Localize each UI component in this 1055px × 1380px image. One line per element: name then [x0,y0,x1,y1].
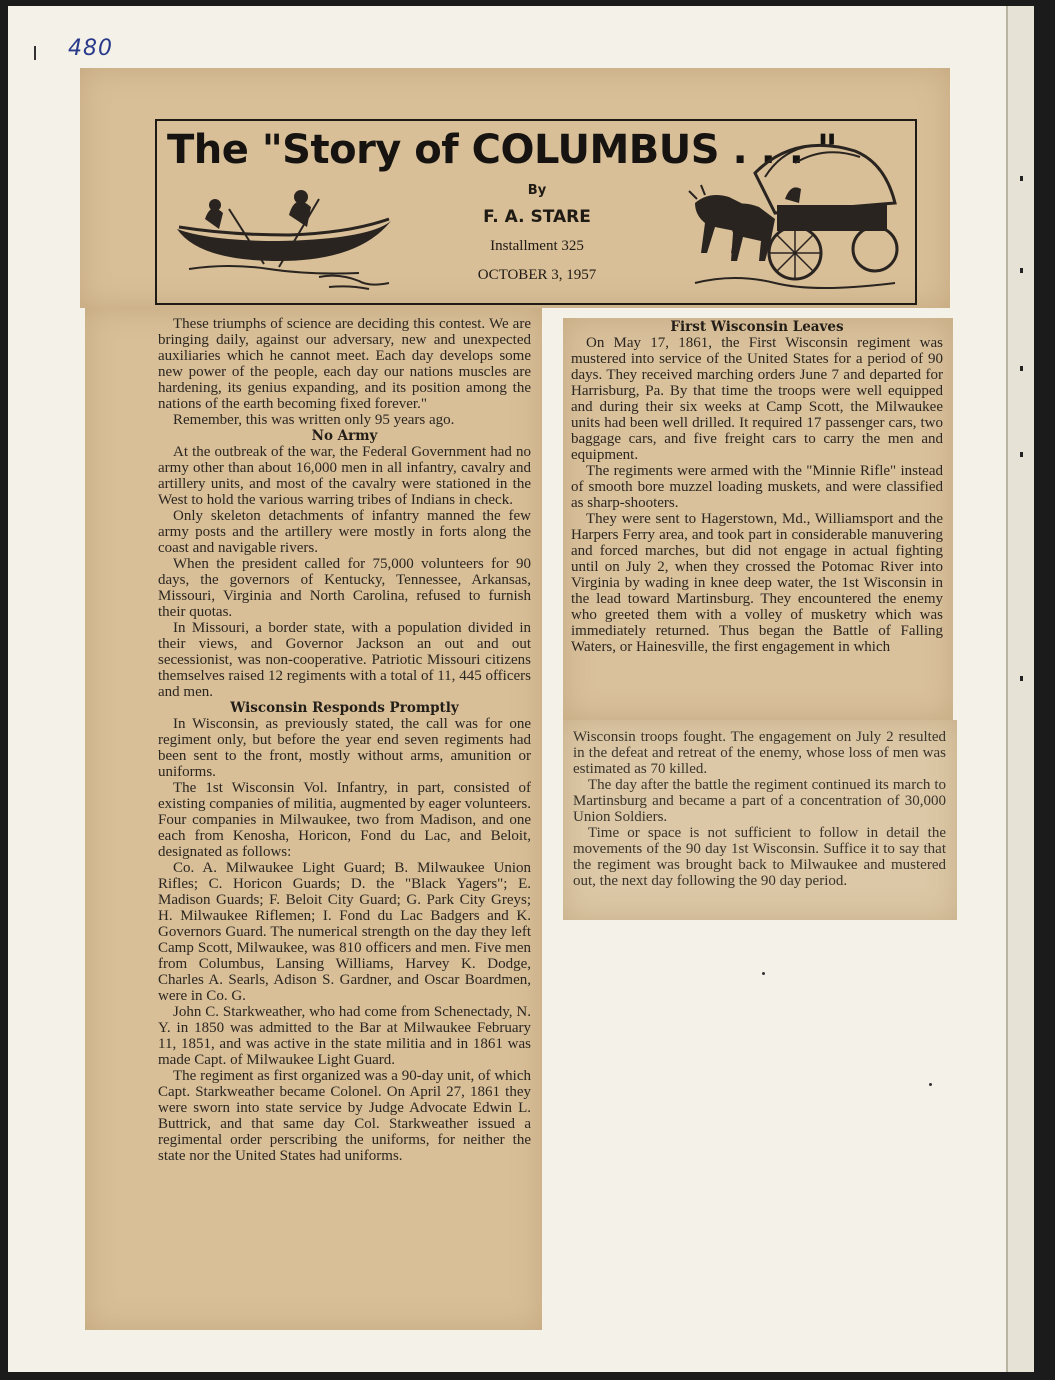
section-heading: Wisconsin Responds Promptly [230,700,459,716]
article-paragraph: On May 17, 1861, the First Wisconsin regiment was mustered into service of the United States for a period of 90 days. They received marching orders June 7 and departed for Harrisburg, Pa. By that time the troops were well equipped and during their six weeks at Camp Scott, the Milwaukee units had been well drilled. It required 17 passenger cars, two baggage cars, and five freight cars to carry the men and equipment. [571,335,943,463]
article-paragraph: John C. Starkweather, who had come from Schenectady, N. Y. in 1850 was admitted to the Bar at Milwaukee February 11, 1851, and was active in the state militia and in 1861 was made Capt. of Milwaukee Light Guard. [158,1004,531,1068]
speck [929,1083,932,1086]
article-masthead [155,119,917,305]
article-paragraph: These triumphs of science are deciding this contest. We are bringing daily, against our adversary, new and unexpected auxiliaries which he cannot meet. Each day develops some new power of the people, each day our nations muscles are hardening, its genius expanding, and its position among the nations of the earth becoming fixed forever." [158,316,531,412]
section-heading: No Army [311,428,378,444]
edge-mark [1020,452,1023,457]
publication-date: OCTOBER 3, 1957 [477,267,597,283]
page-stack-edge [1006,6,1034,1372]
article-paragraph: They were sent to Hagerstown, Md., Williamsport and the Harpers Ferry area, and took part in considerable manuvering and forced marches, but did not engage in actual fighting until on July 2, when they crossed the Potomac River into Virginia by wading in knee deep water, the 1st Wisconsin in the lead toward Martinsburg. They encountered the enemy who greeted them with a volley of musketry which was immediately returned. Thus began the Battle of Falling Waters, or Hainesville, the first engagement in which [571,511,943,655]
article-paragraph: Remember, this was written only 95 years ago. [173,412,455,428]
article-paragraph: At the outbreak of the war, the Federal Government had no army other than about 16,000 men in all infantry, cavalry and artillery units, and most of the cavalry were stationed in the West to hold the various warring tribes of Indians in check. [158,444,531,508]
article-paragraph: The regiments were armed with the "Minnie Rifle" instead of smooth bore muzzel loading muskets, and were classified as sharp-shooters. [571,463,943,511]
article-paragraph: In Wisconsin, as previously stated, the call was for one regiment only, but before the year end seven regiments had been sent to the front, mostly without arms, amunition or uniforms. [158,716,531,780]
covered-wagon-illustration [685,133,913,295]
article-paragraph: In Missouri, a border state, with a population divided in their views, and Governor Jackson an out and out secessionist, was non-cooperative. Patriotic Missouri citizens themselves raised 12 regiments with a total of 11, 445 officers and men. [158,620,531,700]
article-paragraph: When the president called for 75,000 volunteers for 90 days, the governors of Kentucky, Tennessee, Arkansas, Missouri, Virginia and North Carolina, refused to furnish their quotas. [158,556,531,620]
article-column-right-top [571,319,943,655]
edge-mark [1020,176,1023,181]
speck [762,972,765,975]
installment-number: Installment 325 [490,238,584,254]
article-paragraph: Wisconsin troops fought. The engagement on July 2 resulted in the defeat and retreat of the enemy, whose loss of men was estimated as 70 killed. [573,729,946,777]
byline-label: By [527,183,547,198]
edge-mark [1020,676,1023,681]
section-heading: First Wisconsin Leaves [670,319,844,335]
article-column-left [158,316,531,1164]
article-paragraph: The 1st Wisconsin Vol. Infantry, in part, consisted of existing companies of militia, augmented by eager volunteers. Four companies in Milwaukee, two from Madison, and one each from Kenosha, Horicon, Fond du Lac, and Beloit, designated as follows: [158,780,531,860]
article-paragraph: Only skeleton detachments of infantry manned the few army posts and the artillery were mostly in forts along the coast and navigable rivers. [158,508,531,556]
article-paragraph: Time or space is not sufficient to follow in detail the movements of the 90 day 1st Wisconsin. Suffice it to say that the regiment was brought back to Milwaukee and mustered out, the next day following the 90 day period. [573,825,946,889]
article-paragraph: The day after the battle the regiment continued its march to Martinsburg and became a part of a concentration of 30,000 Union Soldiers. [573,777,946,825]
handwritten-page-number: 480 [68,36,113,61]
author-name: F. A. STARE [483,207,591,227]
edge-mark [1020,268,1023,273]
binding-mark [34,46,36,60]
article-column-right-bottom [573,729,946,889]
article-title: The "Story of COLUMBUS . . . " [167,127,838,173]
article-paragraph: The regiment as first organized was a 90-day unit, of which Capt. Starkweather became Colonel. On April 27, 1861 they were sworn into state service by Judge Advocate Edwin L. Buttrick, and that same day Col. Starkweather issued a regimental order perscribing the uniforms, for neither the state nor the United States had uniforms. [158,1068,531,1164]
edge-mark [1020,366,1023,371]
canoe-illustration [169,169,399,291]
article-paragraph: Co. A. Milwaukee Light Guard; B. Milwaukee Union Rifles; C. Horicon Guards; D. the "Black Yagers"; E. Madison Guards; F. Beloit City Guard; G. Park City Greys; H. Milwaukee Riflemen; I. Fond du Lac Badgers and K. Governors Guard. The numerical strength on the day they left Camp Scott, Milwaukee, was 810 officers and men. Five men from Columbus, Lansing Williams, Harvey K. Dodge, Charles A. Searls, Adison S. Gardner, and Oscar Boardmen, were in Co. G. [158,860,531,1004]
